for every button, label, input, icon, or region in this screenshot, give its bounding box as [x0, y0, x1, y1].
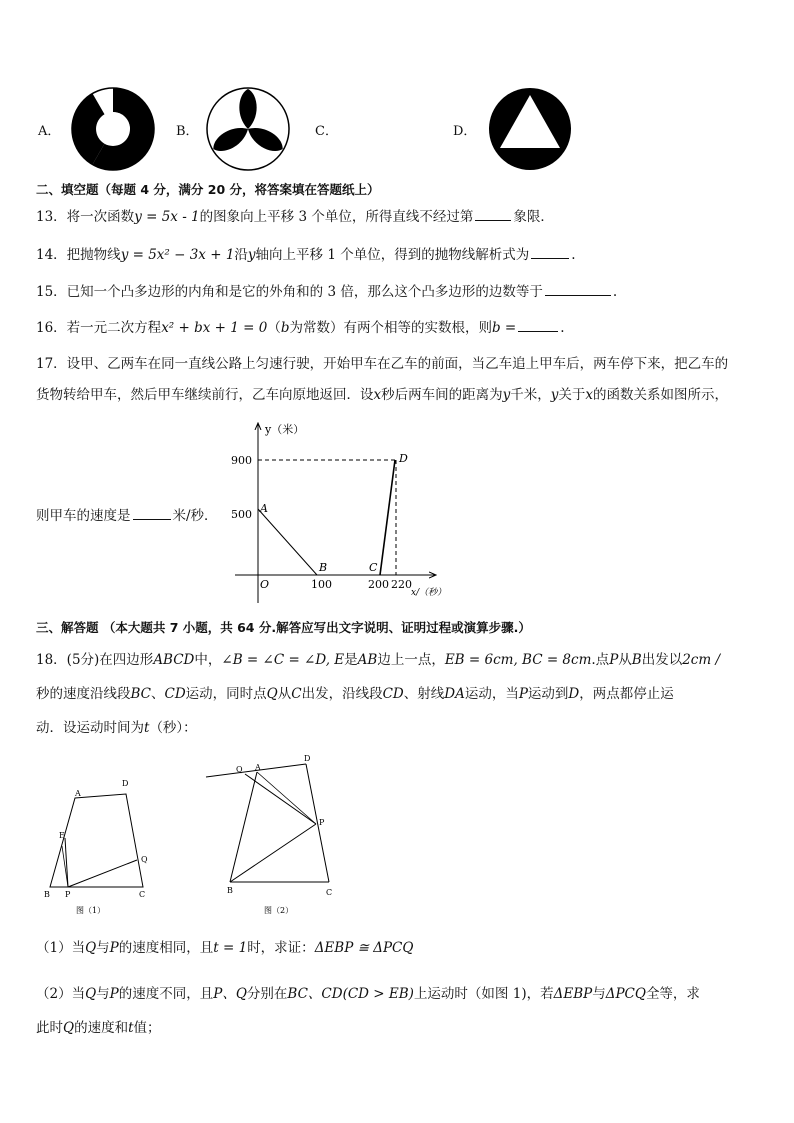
question-16: 16．若一元二次方程x² + bx + 1 = 0（b为常数）有两个相等的实数根，则b = .: [36, 317, 565, 338]
fig2-caption: 图（2）: [264, 906, 294, 915]
option-d-figure: [487, 86, 573, 172]
fig1-label-e: E: [59, 831, 65, 840]
option-d-label: D．: [453, 124, 477, 139]
answer-blank-14[interactable]: [531, 244, 569, 259]
option-a-label: A．: [38, 124, 61, 139]
question-17-line-3: 则甲车的速度是 米/秒．: [36, 505, 218, 526]
point-a-label: A: [260, 502, 268, 515]
segment-cd: [380, 460, 395, 575]
question-18-line-3: 动．设运动时间为t（秒）：: [36, 720, 197, 736]
fig1-label-c: C: [139, 890, 146, 899]
fig2-label-d: D: [304, 754, 311, 763]
answer-blank-17[interactable]: [133, 505, 171, 520]
fig1-caption: 图（1）: [76, 906, 106, 915]
option-a-figure: [70, 86, 156, 172]
figure-2: [200, 752, 350, 922]
figure-1: [40, 770, 170, 920]
question-17-line-2: 货物转给甲车，然后甲车继续前行，乙车向原地返回．设x秒后两车间的距离为y千米，y关于x的函数关系如图所示，: [36, 387, 729, 403]
tick-500: 500: [231, 508, 252, 521]
point-d-label: D: [399, 452, 408, 465]
point-c-label: C: [369, 561, 378, 574]
x-axis-label: x/（秒）: [411, 588, 447, 598]
distance-time-graph: [225, 418, 465, 608]
fig1-label-p: P: [65, 890, 71, 899]
fig1-label-q: Q: [141, 855, 148, 864]
segment-ab: [258, 509, 317, 575]
fig2-label-c: C: [326, 888, 333, 897]
section-2-heading: 二、填空题（每题 4 分，满分 20 分，将答案填在答题纸上）: [36, 182, 380, 197]
option-b-figure: [205, 86, 291, 172]
y-axis-label: y（米）: [265, 423, 305, 436]
fig1-label-d: D: [122, 779, 129, 788]
tick-220: 220: [391, 578, 412, 591]
question-18-line-1: 18．(5分)在四边形ABCD中，∠B = ∠C = ∠D, E是AB边上一点，EB = 6cm, BC = 8cm.点P从B出发以2cm /: [36, 652, 720, 668]
tick-900: 900: [231, 454, 252, 467]
fig2-label-p: P: [319, 818, 325, 827]
answer-blank-13[interactable]: [475, 206, 511, 221]
question-18-sub-2-line-2: 此时Q的速度和t值；: [36, 1020, 161, 1036]
question-13: 13．将一次函数y = 5x - 1的图象向上平移 3 个单位，所得直线不经过第 象限．: [36, 206, 554, 227]
question-18-sub-1: （1）当Q与P的速度相同，且t = 1时，求证：ΔEBP ≅ ΔPCQ: [36, 940, 414, 956]
option-b-label: B．: [176, 124, 199, 139]
question-17-line-1: 17．设甲、乙两车在同一直线公路上匀速行驶，开始甲车在乙车的前面，当乙车追上甲车后，两车停下来，把乙车的: [36, 356, 729, 372]
point-b-label: B: [319, 561, 328, 574]
question-15: 15．已知一个凸多边形的内角和是它的外角和的 3 倍，那么这个凸多边形的边数等于 .: [36, 281, 617, 302]
option-c-figure: [343, 84, 435, 176]
section-3-heading: 三、解答题 （本大题共 7 小题，共 64 分.解答应写出文字说明、证明过程或演算步骤.）: [36, 620, 531, 635]
fig2-label-a: A: [255, 763, 261, 772]
origin-label: O: [260, 578, 270, 591]
fig2-label-q: Q: [236, 765, 243, 774]
question-18-sub-2-line-1: （2）当Q与P的速度不同，且P、Q分别在BC、CD(CD > EB)上运动时（如图 1)，若ΔEBP与ΔPCQ全等，求: [36, 986, 700, 1002]
fig1-label-a: A: [75, 789, 81, 798]
fig2-label-b: B: [227, 886, 233, 895]
question-14: 14．把抛物线y = 5x² − 3x + 1沿y轴向上平移 1 个单位，得到的抛物线解析式为 .: [36, 244, 576, 265]
answer-blank-15[interactable]: [545, 281, 611, 296]
fig1-label-b: B: [44, 890, 50, 899]
question-18-line-2: 秒的速度沿线段BC、CD运动，同时点Q从C出发，沿线段CD、射线DA运动，当P运动到D，两点都停止运: [36, 686, 674, 702]
tick-100: 100: [311, 578, 332, 591]
option-c-label: C．: [315, 124, 338, 139]
answer-blank-16[interactable]: [518, 317, 558, 332]
tick-200: 200: [368, 578, 389, 591]
